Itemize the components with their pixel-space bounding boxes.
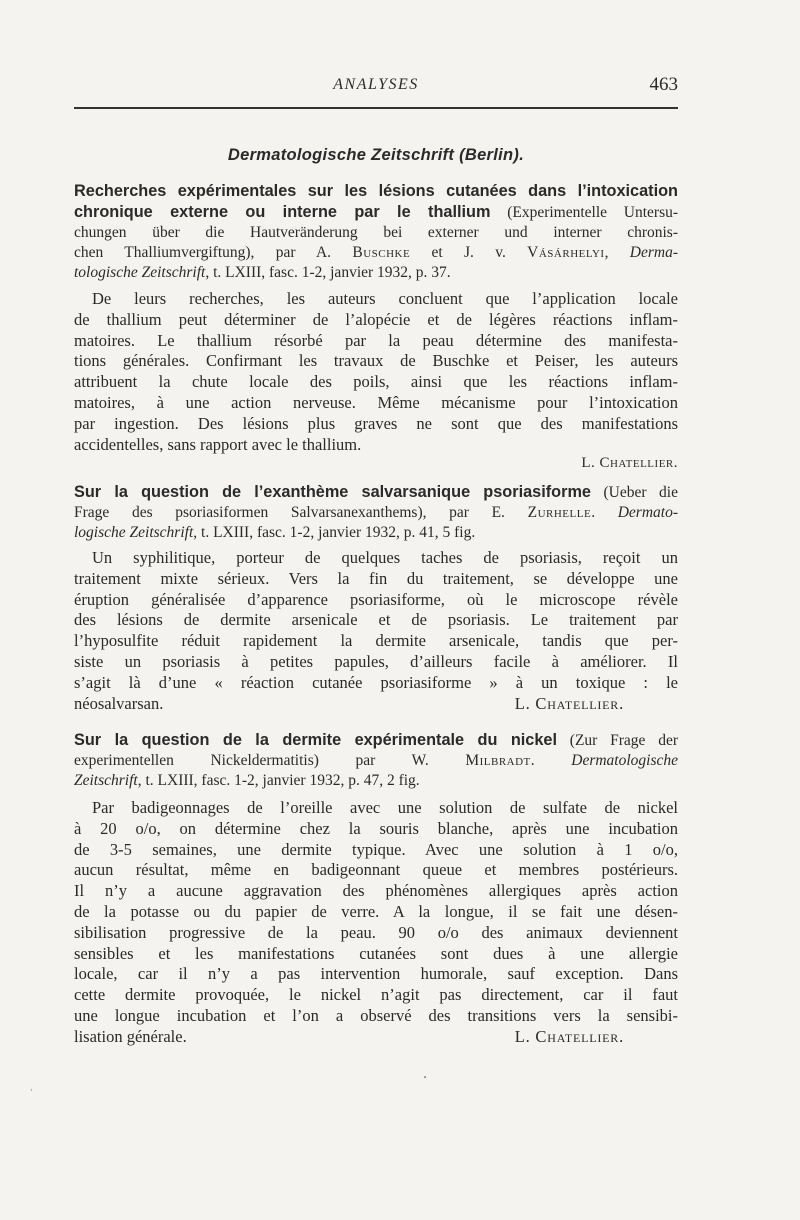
- citation-line: logische Zeitschrift, t. LXIII, fasc. 1-2, janvier 1932, p. 41, 5 fig.: [74, 524, 476, 541]
- body-line: de thallium peut déterminer de l’alopécie et de légères réactions inflam-: [74, 309, 678, 329]
- citation-line: chungen über die Hautveränderung bei externer und interner chronis-: [74, 224, 678, 241]
- body-line: Par badigeonnages de l’oreille avec une solution de sulfate de nickel: [92, 798, 678, 817]
- body-line: de la potasse ou du papier de verre. A la longue, il se fait une désen-: [74, 901, 678, 921]
- citation-line: Sur la question de la dermite expérimentale du nickel (Zur Frage der: [74, 731, 678, 749]
- body-line: traitement mixte sérieux. Vers la fin du traitement, se développe une: [74, 568, 678, 588]
- citation-line: chen Thalliumvergiftung), par A. Buschke et J. v. Vásárhelyi, Derma-: [74, 244, 678, 261]
- body-line: siste un psoriasis à petites papules, d’ailleurs facile à améliorer. Il: [74, 651, 678, 671]
- body-line: locale, car il n’y a pas intervention humorale, sauf exception. Dans: [74, 964, 678, 984]
- body-line: à 20 o/o, on détermine chez la souris blanche, après une incubation: [74, 818, 678, 838]
- article-title: Sur la question de l’exanthème salvarsanique psoriasiforme: [74, 483, 591, 501]
- citation-line: Frage des psoriasiformen Salvarsanexanthems), par E. Zurhelle. Dermato-: [74, 504, 679, 521]
- page-number: 463: [649, 74, 678, 95]
- signature: L. Chatellier.: [581, 455, 678, 472]
- body-line: néosalvarsan. L. Chatellier.: [74, 693, 624, 713]
- citation-line: Sur la question de l’exanthème salvarsanique psoriasiforme (Ueber die: [74, 483, 678, 501]
- body-line: des lésions de dermite arsenicale et de psoriasis. Le traitement par: [74, 610, 678, 630]
- body-line: matoires, à une action nerveuse. Même mécanisme pour l’intoxication: [74, 392, 678, 412]
- body-line: tions générales. Confirmant les travaux de Buschke et Peiser, les auteurs: [74, 351, 678, 371]
- citation-line: Zeitschrift, t. LXIII, fasc. 1-2, janvier 1932, p. 47, 2 fig.: [74, 772, 420, 789]
- body-line: une longue incubation et l’on a observé des transitions vers la sensibi-: [74, 1005, 678, 1025]
- body-line: cette dermite provoquée, le nickel n’agit pas directement, car il faut: [74, 985, 678, 1005]
- body-line: sibilisation progressive de la peau. 90 o/o des animaux deviennent: [74, 922, 678, 942]
- citation-line: tologische Zeitschrift, t. LXIII, fasc. 1-2, janvier 1932, p. 37.: [74, 264, 451, 281]
- article-body: [74, 798, 678, 1048]
- article-psoriasiform: [74, 482, 678, 714]
- article-body: [74, 548, 678, 714]
- article-thallium: [74, 181, 678, 472]
- signature: L. Chatellier.: [514, 1026, 624, 1046]
- article-citation: [74, 181, 678, 283]
- body-line: lisation générale. L. Chatellier.: [74, 1026, 624, 1046]
- article-citation: [74, 730, 678, 791]
- body-line: sensibles et les manifestations cutanées sont dues à une allergie: [74, 943, 678, 963]
- body-line: Un syphilitique, porteur de quelques taches de psoriasis, reçoit un: [92, 548, 678, 567]
- page-header: [74, 76, 678, 98]
- article-title: Recherches expérimentales sur les lésions cutanées dans l’intoxication: [74, 182, 678, 200]
- body-line: De leurs recherches, les auteurs concluent que l’application locale: [92, 289, 678, 308]
- body-line: aucun résultat, même en badigeonnant queue et membres postérieurs.: [74, 860, 678, 880]
- paper-speck: ˌ: [30, 1083, 33, 1093]
- body-line: accidentelles, sans rapport avec le thallium.: [74, 434, 362, 454]
- body-line: par ingestion. Des lésions plus graves ne sont que des manifestations: [74, 413, 678, 433]
- citation-line: chronique externe ou interne par le thallium (Experimentelle Untersu-: [74, 203, 679, 221]
- body-line: Il n’y a aucune aggravation des phénomènes allergiques après action: [74, 881, 678, 901]
- citation-line: [74, 181, 678, 202]
- running-title: ANALYSES: [333, 76, 419, 93]
- journal-title: Dermatologische Zeitschrift (Berlin).: [227, 146, 525, 164]
- body-line: l’hyposulfite réduit rapidement la dermite arsenicale, tandis que per-: [74, 631, 678, 651]
- article-body: [74, 289, 678, 472]
- signature: L. Chatellier.: [514, 693, 624, 713]
- article-title: Sur la question de la dermite expérimentale du nickel: [74, 731, 557, 749]
- body-line: matoires. Le thallium résorbé par la peau détermine des manifesta-: [74, 330, 678, 350]
- citation-line: experimentellen Nickeldermatitis) par W. Milbradt. Dermatologische: [74, 752, 679, 769]
- body-line: attribuent la chute locale des poils, ainsi que les réactions inflam-: [74, 372, 678, 392]
- header-rule: [74, 107, 678, 109]
- paper-speck: •: [423, 1074, 428, 1082]
- article-nickel: [74, 730, 678, 1048]
- article-citation: [74, 482, 678, 543]
- body-line: s’agit là d’une « réaction cutanée psoriasiforme » à un toxique : le: [74, 672, 678, 692]
- body-line: de 3-5 semaines, une dermite typique. Avec une solution à 1 o/o,: [74, 839, 678, 859]
- body-line: éruption généralisée d’apparence psoriasiforme, où le microscope révèle: [74, 589, 678, 609]
